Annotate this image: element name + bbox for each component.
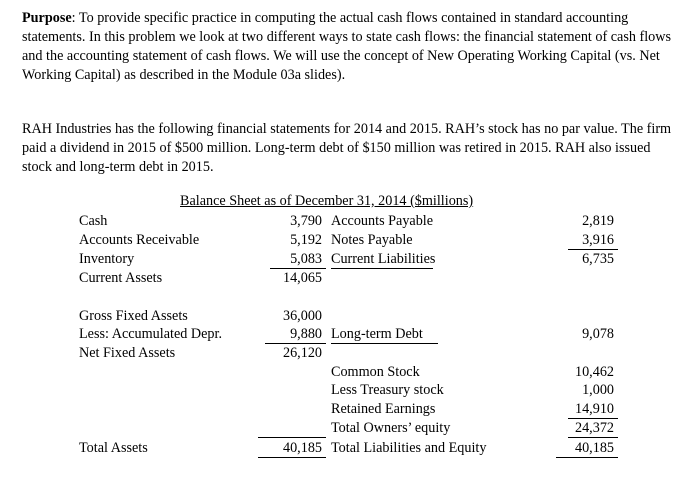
intro-paragraph: RAH Industries has the following financial statements for 2014 and 2015. RAH’s stock has no par value. The firm paid a dividend in 2015 of $500 million. Long-term debt of $150 million was retired in 2015. RAH also issued stock and long-term debt in 2015. <box>22 121 672 175</box>
purpose-text: : To provide specific practice in computing the actual cash flows contained in standard accounting statements. In this problem we look at two different ways to state cash flows: the financial statement of cash flows and the accounting statement of cash flows. We will use the concept of New Operating Working Capital (vs. Net Working Capital) as described in the Module 03a slides). <box>22 10 672 83</box>
total-assets-top-rule <box>258 437 326 438</box>
balance-sheet-title: Balance Sheet as of December 31, 2014 ($millions) <box>180 193 474 209</box>
lt-debt-rule <box>331 343 438 344</box>
equity-rule <box>568 437 618 438</box>
net-fixed-label: Net Fixed Assets <box>79 345 176 361</box>
gross-fixed-label: Gross Fixed Assets <box>79 308 188 324</box>
ar-value: 5,192 <box>290 232 322 248</box>
acc-depr-value: 9,880 <box>290 326 322 342</box>
current-assets-label: Current Assets <box>79 270 163 286</box>
notes-rule <box>568 249 618 250</box>
net-fixed-value: 26,120 <box>282 345 322 361</box>
retained-label: Retained Earnings <box>331 401 436 417</box>
gross-fixed-value: 36,000 <box>282 308 322 324</box>
inventory-value: 5,083 <box>290 251 322 267</box>
cash-value: 3,790 <box>290 213 322 229</box>
equity-value: 24,372 <box>574 420 614 436</box>
current-liab-label: Current Liabilities <box>331 251 436 267</box>
lt-debt-value: 9,078 <box>582 326 614 342</box>
total-le-value: 40,185 <box>574 440 614 456</box>
common-value: 10,462 <box>574 364 614 380</box>
notes-label: Notes Payable <box>331 232 413 248</box>
total-assets-value: 40,185 <box>282 440 322 456</box>
cash-label: Cash <box>79 213 108 229</box>
ar-label: Accounts Receivable <box>79 232 200 248</box>
total-le-label: Total Liabilities and Equity <box>331 440 487 456</box>
acc-depr-label: Less: Accumulated Depr. <box>79 326 223 342</box>
ap-label: Accounts Payable <box>331 213 434 229</box>
total-assets-bottom-rule <box>258 457 326 458</box>
equity-label: Total Owners’ equity <box>331 420 451 436</box>
notes-value: 3,916 <box>582 232 614 248</box>
inventory-label: Inventory <box>79 251 135 267</box>
total-assets-label: Total Assets <box>79 440 148 456</box>
ap-value: 2,819 <box>582 213 614 229</box>
total-le-bottom-rule <box>556 457 618 458</box>
retained-value: 14,910 <box>574 401 614 417</box>
purpose-label: Purpose <box>22 10 72 26</box>
lt-debt-label: Long-term Debt <box>331 326 423 342</box>
treasury-label: Less Treasury stock <box>331 382 444 398</box>
inventory-rule <box>270 268 326 269</box>
purpose-paragraph <box>22 9 672 85</box>
acc-depr-rule <box>265 343 326 344</box>
retained-rule <box>568 418 618 419</box>
treasury-value: 1,000 <box>582 382 614 398</box>
current-liab-value: 6,735 <box>582 251 614 267</box>
common-label: Common Stock <box>331 364 420 380</box>
current-liab-rule <box>331 268 433 269</box>
current-assets-value: 14,065 <box>282 270 322 286</box>
